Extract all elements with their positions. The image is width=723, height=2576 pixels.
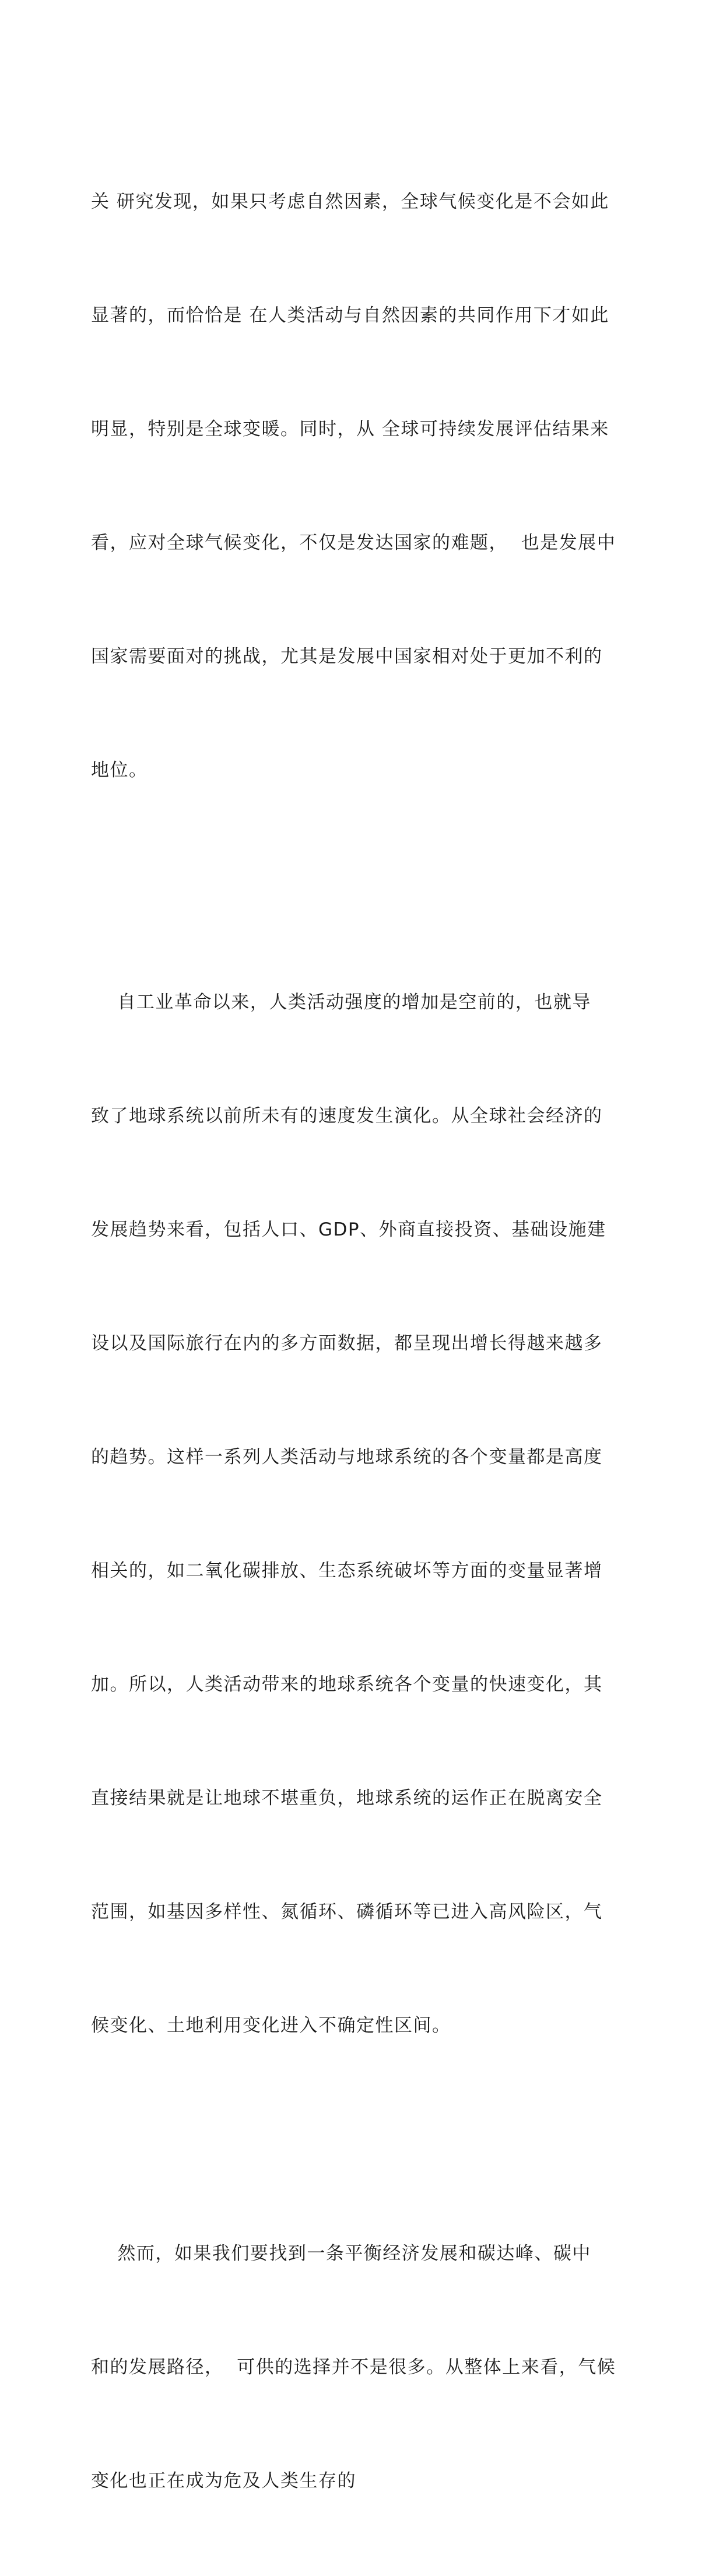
document-body xyxy=(91,107,633,2576)
text-line: 和的发展路径， 可供的选择并不是很多。从整体上来看，气候 xyxy=(91,2357,616,2378)
text-line: 直接结果就是让地球不堪重负，地球系统的运作正在脱离安全 xyxy=(91,1788,603,1809)
text-line: 看，应对全球气候变化，不仅是发达国家的难题， 也是发展中 xyxy=(91,532,616,553)
text-line: 相关的，如二氧化碳排放、生态系统破坏等方面的变量显著增 xyxy=(91,1560,603,1581)
text-line: 明显，特别是全球变暖。同时，从 全球可持续发展评估结果来 xyxy=(91,419,609,440)
text-line: 发展趋势来看，包括人口、GDP、外商直接投资、基础设施建 xyxy=(91,1219,606,1240)
paragraph-3 xyxy=(91,2159,633,2576)
text-line: 候变化、土地利用变化进入不确定性区间。 xyxy=(91,2015,451,2036)
text-line: 致了地球系统以前所未有的速度发生演化。从全球社会经济的 xyxy=(91,1105,603,1126)
text-line: 地位。 xyxy=(91,760,148,781)
text-line: 设以及国际旅行在内的多方面数据，都呈现出增长得越来越多 xyxy=(91,1333,603,1354)
text-line: 关 研究发现，如果只考虑自然因素，全球气候变化是不会如此 xyxy=(91,191,609,212)
paragraph-1 xyxy=(91,107,633,865)
text-line: 加。所以，人类活动带来的地球系统各个变量的快速变化，其 xyxy=(91,1674,603,1695)
paragraph-2 xyxy=(91,908,633,2121)
text-line: 显著的，而恰恰是 在人类活动与自然因素的共同作用下才如此 xyxy=(91,305,609,326)
text-line: 的趋势。这样一系列人类活动与地球系统的各个变量都是高度 xyxy=(91,1447,603,1468)
text-line: 自工业革命以来，人类活动强度的增加是空前的，也就导 xyxy=(91,992,591,1013)
text-line: 范围，如基因多样性、氮循环、磷循环等已进入高风险区，气 xyxy=(91,1901,603,1922)
text-line: 变化也正在成为危及人类生存的 xyxy=(91,2470,356,2491)
text-line: 国家需要面对的挑战，尤其是发展中国家相对处于更加不利的 xyxy=(91,646,603,667)
text-line: 然而，如果我们要找到一条平衡经济发展和碳达峰、碳中 xyxy=(91,2243,591,2264)
